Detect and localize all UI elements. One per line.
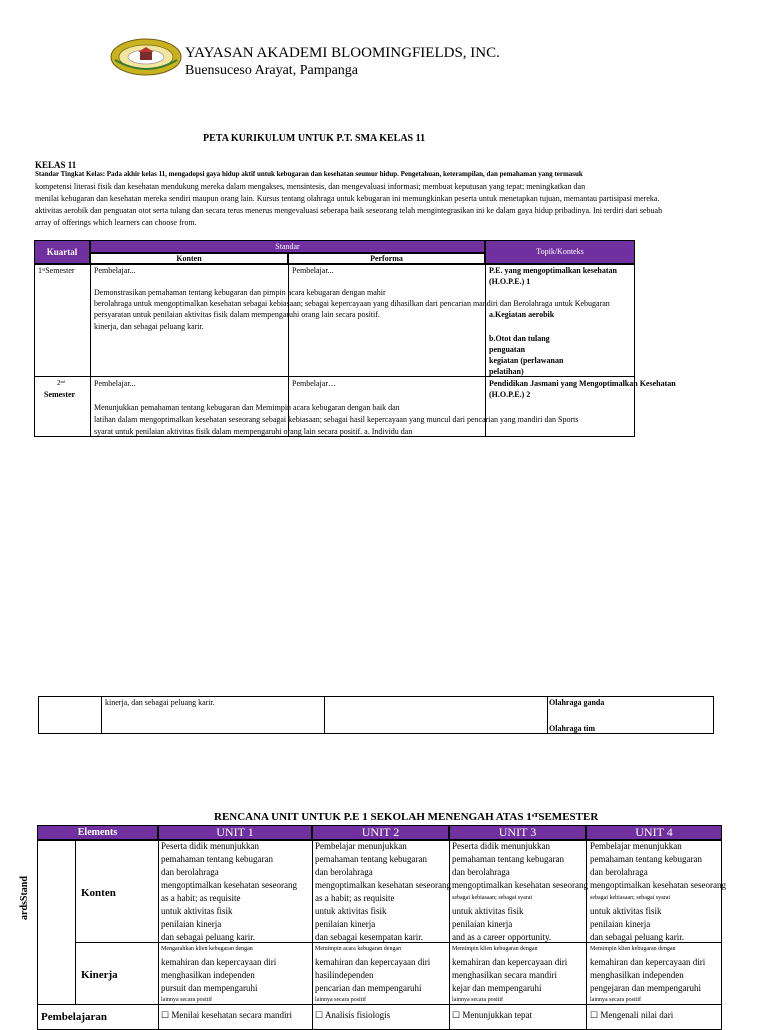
header-standar: Standar bbox=[275, 242, 300, 251]
unit3-kinerja-line: menghasilkan secara mandiri bbox=[452, 970, 557, 980]
unit4-konten-line: pemahaman tentang kebugaran bbox=[590, 854, 702, 864]
header-unit-2: UNIT 2 bbox=[361, 825, 400, 839]
unit3-kinerja-line: Memimpin klien kebugaran dengan bbox=[452, 946, 538, 952]
row1-konten-top: Pembelajar... bbox=[94, 266, 136, 275]
unit1-konten-line: mengoptimalkan kesehatan seseorang bbox=[161, 880, 297, 890]
unit4-pembelajaran: ☐ Mengenali nilai dari bbox=[590, 1010, 674, 1020]
row1-topik-line: (H.O.P.E.) 1 bbox=[489, 277, 531, 286]
unit2-kinerja-line: Memimpin acara kebugaran dengan bbox=[315, 946, 402, 952]
standard-line-5: array of offerings which learners can choose from. bbox=[35, 218, 197, 227]
unit2-konten-line: dan berolahraga bbox=[315, 867, 373, 877]
row2-topik-line: Pendidikan Jasmani yang Mengoptimalkan Kesehatan bbox=[489, 379, 676, 388]
unit4-kinerja-line: pengejaran dan mempengaruhi bbox=[590, 983, 701, 993]
unit1-kinerja-line: lainnya secara positif bbox=[161, 997, 212, 1003]
row1-topik-a: a.Kegiatan aerobik bbox=[489, 310, 555, 319]
unit1-kinerja-line: Mengarahkan klien kebugaran dengan bbox=[161, 946, 253, 952]
row1-konten-line: kinerja, dan sebagai peluang karir. bbox=[94, 322, 204, 331]
header-elements: Elements bbox=[77, 827, 118, 838]
unit3-konten-line: Peserta didik menunjukkan bbox=[452, 841, 550, 851]
unit3-pembelajaran: ☐ Menunjukkan tepat bbox=[452, 1010, 533, 1020]
unit3-konten-line: and as a career opportunity. bbox=[452, 932, 552, 942]
unit2-konten-line: dan sebagai kesempatan karir. bbox=[315, 932, 423, 942]
unit1-kinerja-line: kemahiran dan kepercayaan diri bbox=[161, 957, 277, 967]
unit1-konten-line: dan sebagai peluang karir. bbox=[161, 932, 255, 942]
unit3-kinerja-line: kejar dan mempengaruhi bbox=[452, 983, 542, 993]
unit4-konten-line: dan sebagai peluang karir. bbox=[590, 932, 684, 942]
standard-line-2: kompetensi literasi fisik dan kesehatan mendukung mereka dalam mengakses, mensintesis, dan mengevaluasi informasi; membuat keputusan yang tepat; meningkatkan dan bbox=[35, 182, 586, 191]
unit4-konten-line: dan berolahraga bbox=[590, 867, 648, 877]
unit3-konten-line: untuk aktivitas fisik bbox=[452, 906, 524, 916]
unit4-konten-line: penilaian kinerja bbox=[590, 919, 651, 929]
unit2-kinerja-line: pencarian dan mempengaruhi bbox=[315, 983, 422, 993]
continued-topik-1: Olahraga ganda bbox=[549, 698, 605, 707]
unit1-kinerja-line: pursuit dan mempengaruhi bbox=[161, 983, 258, 993]
unit1-konten-line: pemahaman tentang kebugaran bbox=[161, 854, 273, 864]
row1-performa-top: Pembelajar... bbox=[292, 266, 334, 275]
row2-konten-line: latihan dalam mengoptimalkan kesehatan seseorang sebagai kebiasaan; sebagai hasil kepercayaan yang muncul dari pencarian yang mandiri dan Sports bbox=[94, 415, 579, 424]
unit1-kinerja-line: menghasilkan independen bbox=[161, 970, 255, 980]
unit-plan-title: RENCANA UNIT UNTUK P.E 1 SEKOLAH MENENGAH ATAS 1ˢᵀSEMESTER bbox=[214, 811, 599, 823]
unit2-pembelajaran: ☐ Analisis fisiologis bbox=[315, 1010, 391, 1020]
unit4-kinerja-line: kemahiran dan kepercayaan diri bbox=[590, 957, 706, 967]
side-label-standards: ardsStand bbox=[19, 876, 30, 920]
unit2-konten-line: as a habit; as requisite bbox=[315, 893, 395, 903]
header-topik: Topik/Konteks bbox=[536, 247, 584, 256]
header-unit-3: UNIT 3 bbox=[498, 825, 537, 839]
unit3-kinerja-line: kemahiran dan kepercayaan diri bbox=[452, 957, 568, 967]
row1-semester: 1ˢᵗSemester bbox=[38, 266, 75, 275]
unit4-konten-line: untuk aktivitas fisik bbox=[590, 906, 662, 916]
grade-label: KELAS 11 bbox=[35, 160, 77, 170]
continued-konten: kinerja, dan sebagai peluang karir. bbox=[105, 698, 215, 707]
unit1-konten-line: untuk aktivitas fisik bbox=[161, 906, 233, 916]
unit4-konten-line: Pembelajar menunjukkan bbox=[590, 841, 682, 851]
row1-konten-line: persyaratan untuk penilaian aktivitas fisik dalam mempengaruhi orang lain secara positif. bbox=[94, 310, 380, 319]
standard-line-1: Standar Tingkat Kelas: Pada akhir kelas 11, mengadopsi gaya hidup aktif untuk kebugaran dan kesehatan seumur hidup. Pengetahuan, keterampilan, dan pemahaman yang termasuk bbox=[35, 170, 583, 178]
unit3-konten-line: penilaian kinerja bbox=[452, 919, 513, 929]
row1-topik-line: P.E. yang mengoptimalkan kesehatan bbox=[489, 266, 617, 275]
row-label-pembelajaran: Pembelajaran bbox=[41, 1011, 107, 1023]
row2-semester-num: 2ⁿᵈ bbox=[57, 379, 65, 387]
unit4-kinerja-line: Memimpin klien kebugaran dengan bbox=[590, 946, 676, 952]
header-unit-4: UNIT 4 bbox=[635, 825, 673, 839]
standard-line-3: menilai kebugaran dan kesehatan mereka sendiri maupun orang lain. Kursus tentang olahraga untuk kebugaran ini memungkinkan peserta untuk menetapkan tujuan, memantau partisipasi mereka. bbox=[35, 194, 660, 203]
school-logo bbox=[110, 38, 182, 76]
unit4-kinerja-line: lainnya secara positif bbox=[590, 997, 641, 1003]
row2-performa-top: Pembelajar… bbox=[292, 379, 336, 388]
row-label-konten: Konten bbox=[81, 887, 116, 899]
row1-konten-line: berolahraga untuk mengoptimalkan kesehatan sebagai kebiasaan; sebagai kepercayaan yang dihasilkan dari pencarian mandiri dan Berolahraga untuk Kebugaran bbox=[94, 299, 610, 308]
unit3-konten-line: mengoptimalkan kesehatan seseorang bbox=[452, 880, 588, 890]
row2-konten-line: Menunjukkan pemahaman tentang kebugaran dan Memimpin acara kebugaran dengan baik dan bbox=[94, 403, 400, 412]
header-performa: Performa bbox=[370, 254, 403, 263]
header-unit-1: UNIT 1 bbox=[216, 825, 254, 839]
unit1-konten-line: as a habit; as requisite bbox=[161, 893, 241, 903]
unit3-kinerja-line: lainnya secara positif bbox=[452, 997, 503, 1003]
unit2-konten-line: mengoptimalkan kesehatan seseorang bbox=[315, 880, 451, 890]
row1-topik-b: pelatihan) bbox=[489, 367, 524, 376]
unit1-pembelajaran: ☐ Menilai kesehatan secara mandiri bbox=[161, 1010, 293, 1020]
unit2-kinerja-line: lainnya secara positif bbox=[315, 997, 366, 1003]
row2-topik-line: (H.O.P.E.) 2 bbox=[489, 390, 531, 399]
org-name: YAYASAN AKADEMI BLOOMINGFIELDS, INC. bbox=[185, 45, 500, 61]
unit4-kinerja-line: menghasilkan independen bbox=[590, 970, 684, 980]
unit3-konten-line: pemahaman tentang kebugaran bbox=[452, 854, 564, 864]
header-konten: Konten bbox=[176, 254, 202, 263]
unit4-konten-line: mengoptimalkan kesehatan seseorang bbox=[590, 880, 726, 890]
unit2-konten-line: penilaian kinerja bbox=[315, 919, 376, 929]
unit4-konten-line: sebagai kebiasaan; sebagai syarat bbox=[590, 895, 671, 901]
unit2-kinerja-line: kemahiran dan kepercayaan diri bbox=[315, 957, 431, 967]
unit3-konten-line: sebagai kebiasaan; sebagai syarat bbox=[452, 895, 533, 901]
unit2-kinerja-line: hasilindependen bbox=[315, 970, 374, 980]
row1-topik-b: kegiatan (perlawanan bbox=[489, 356, 564, 365]
row2-konten-line: syarat untuk penilaian aktivitas fisik dalam mempengaruhi orang lain secara positif. a. Individu dan bbox=[94, 427, 413, 436]
unit1-konten-line: Peserta didik menunjukkan bbox=[161, 841, 259, 851]
unit2-konten-line: Pembelajar menunjukkan bbox=[315, 841, 407, 851]
unit2-konten-line: untuk aktivitas fisik bbox=[315, 906, 387, 916]
unit2-konten-line: pemahaman tentang kebugaran bbox=[315, 854, 427, 864]
row1-topik-b: b.Otot dan tulang bbox=[489, 334, 550, 343]
row1-konten-line: Demonstrasikan pemahaman tentang kebugaran dan pimpin acara kebugaran dengan mahir bbox=[94, 288, 386, 297]
row1-topik-b: penguatan bbox=[489, 345, 526, 354]
standard-line-4: aktivitas aerobik dan penguatan otot serta tulang dan secara terus menerus mengevaluasi seberapa baik seseorang telah mengintegrasikan ini ke dalam gaya hidup pribadinya. Ini terdiri dari sebuah bbox=[35, 206, 663, 215]
unit1-konten-line: dan berolahraga bbox=[161, 867, 219, 877]
header-kuartal: Kuartal bbox=[46, 247, 78, 257]
org-address: Buensuceso Arayat, Pampanga bbox=[185, 63, 359, 78]
continued-topik-2: Olahraga tim bbox=[549, 724, 595, 733]
row-label-kinerja: Kinerja bbox=[81, 969, 118, 981]
row2-semester-label: Semester bbox=[44, 390, 76, 399]
unit3-konten-line: dan berolahraga bbox=[452, 867, 510, 877]
unit1-konten-line: penilaian kinerja bbox=[161, 919, 222, 929]
row2-konten-top: Pembelajar... bbox=[94, 379, 136, 388]
document-title: PETA KURIKULUM UNTUK P.T. SMA KELAS 11 bbox=[203, 133, 426, 144]
